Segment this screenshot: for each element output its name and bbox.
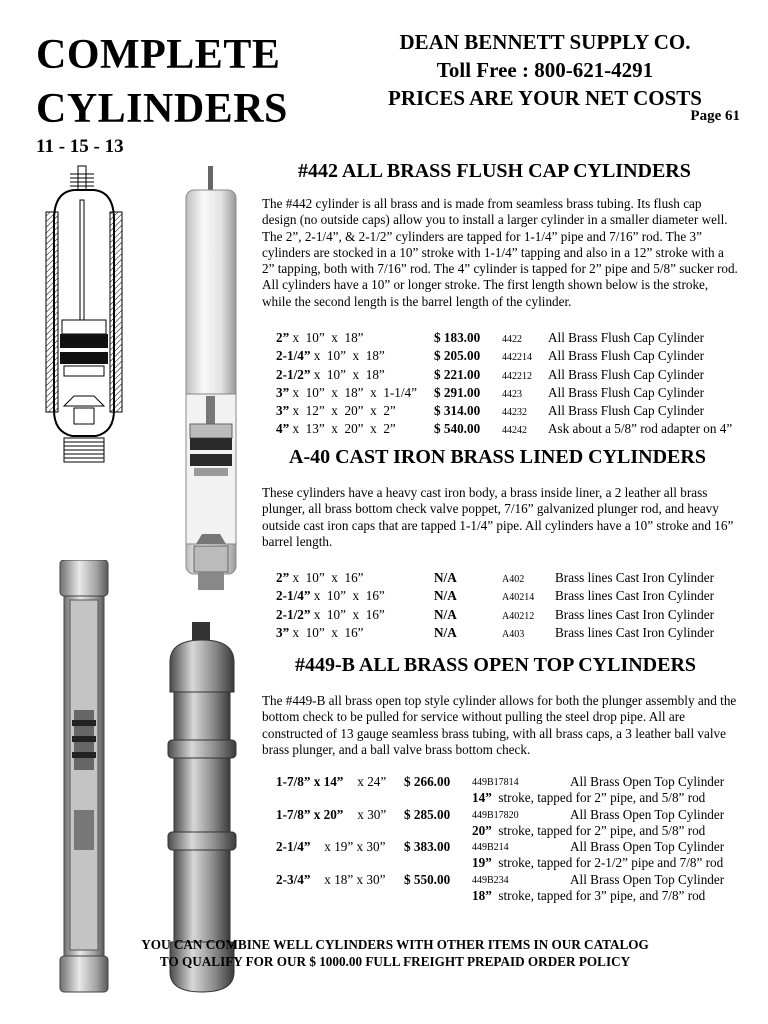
item-dimensions: x 10” x 18” bbox=[289, 330, 364, 345]
item-size-cell bbox=[276, 385, 434, 403]
item-code: A403 bbox=[502, 628, 525, 640]
table-row bbox=[276, 330, 732, 348]
item-dimensions: x 10” x 16” bbox=[289, 570, 364, 585]
item-size: 2-1/4” bbox=[276, 588, 311, 604]
item-size-cell bbox=[276, 330, 434, 348]
item-stroke-note bbox=[472, 855, 723, 871]
item-code: A402 bbox=[502, 574, 525, 585]
section-title-449b: #449-B ALL BRASS OPEN TOP CYLINDERS bbox=[295, 654, 697, 676]
item-size-cell bbox=[276, 625, 434, 643]
item-code: 449B17820 bbox=[472, 809, 519, 821]
item-stroke: 19” bbox=[472, 855, 492, 871]
list-item bbox=[276, 807, 746, 840]
item-size-cell bbox=[276, 607, 434, 625]
item-stroke-note bbox=[472, 888, 705, 904]
table-row bbox=[276, 348, 732, 366]
item-description: All Brass Flush Cap Cylinder bbox=[548, 330, 705, 345]
table-row bbox=[276, 385, 732, 403]
section-title-442: #442 ALL BRASS FLUSH CAP CYLINDERS bbox=[298, 160, 691, 182]
item-dimensions: x 13” x 20” x 2” bbox=[289, 421, 396, 437]
item-stroke-note bbox=[472, 823, 705, 839]
item-description: All Brass Flush Cap Cylinder bbox=[548, 366, 705, 382]
toll-free-number: Toll Free : 800-621-4291 bbox=[436, 58, 654, 82]
item-note: stroke, tapped for 2” pipe, and 5/8” rod bbox=[491, 822, 706, 838]
open-top-cylinder-cutaway-icon bbox=[56, 560, 112, 1000]
item-size: 3” bbox=[276, 384, 290, 400]
item-size: 2-1/4” bbox=[276, 839, 311, 855]
company-header bbox=[370, 28, 720, 112]
item-dimensions: x 10” x 18” bbox=[310, 366, 385, 382]
item-size: 2” bbox=[276, 570, 290, 585]
item-dimensions: x 12” x 20” x 2” bbox=[289, 403, 396, 419]
flush-cap-cylinder-icon bbox=[176, 166, 246, 596]
price-table-442 bbox=[276, 330, 732, 440]
item-code: A40212 bbox=[502, 610, 535, 622]
item-note: stroke, tapped for 2-1/2” pipe and 7/8” rod bbox=[491, 855, 724, 871]
company-name: DEAN BENNETT SUPPLY CO. bbox=[399, 30, 691, 54]
item-description: Brass lines Cast Iron Cylinder bbox=[555, 570, 714, 585]
item-code: 449B214 bbox=[472, 842, 509, 854]
item-size: 2-1/2” bbox=[276, 366, 311, 382]
list-item bbox=[276, 839, 746, 872]
title-line-2: CYLINDERS bbox=[36, 86, 288, 132]
item-size: 2-1/4” bbox=[276, 348, 311, 364]
item-code: 449B234 bbox=[472, 874, 509, 886]
item-price: N/A bbox=[434, 624, 457, 640]
item-dimensions: x 10” x 16” bbox=[310, 606, 385, 622]
table-row bbox=[276, 607, 714, 625]
item-size-cell bbox=[276, 570, 434, 588]
item-size-cell bbox=[276, 348, 434, 366]
item-stroke: 20” bbox=[472, 822, 492, 838]
section-description-449b: The #449-B all brass open top style cylinder allows for both the plunger assembly and the bottom check to be pulled for service without pulling the steel drop pipe. All are constructed of 13 gauge seamless brass tubing, with all brass caps, a 3 leather ball valve brass plunger, and a ball valve brass bottom check. bbox=[262, 693, 737, 757]
item-size-cell bbox=[276, 588, 434, 606]
item-note: stroke, tapped for 2” pipe, and 5/8” rod bbox=[491, 790, 706, 806]
item-code: A40214 bbox=[502, 592, 535, 604]
table-row bbox=[276, 403, 732, 421]
item-code: 4423 bbox=[502, 388, 522, 400]
item-code: 44232 bbox=[502, 407, 527, 419]
table-row bbox=[276, 625, 714, 643]
item-size: 3” bbox=[276, 403, 290, 419]
table-row bbox=[276, 570, 714, 588]
item-code: 442214 bbox=[502, 352, 532, 364]
title-line-1: COMPLETE bbox=[36, 32, 281, 78]
price-table-a40 bbox=[276, 570, 714, 643]
footer-line-1: YOU CAN COMBINE WELL CYLINDERS WITH OTHER ITEMS IN OUR CATALOG bbox=[141, 937, 649, 952]
item-size: 3” bbox=[276, 624, 290, 640]
item-code: 44242 bbox=[502, 425, 527, 437]
footer-line-2: TO QUALIFY FOR OUR $ 1000.00 FULL FREIGHT PREPAID ORDER POLICY bbox=[159, 954, 631, 969]
item-size: 2” bbox=[276, 330, 290, 345]
item-description: Ask about a 5/8” rod adapter on 4” bbox=[548, 421, 733, 437]
item-price: N/A bbox=[434, 606, 457, 622]
item-dimensions: x 10” x 16” bbox=[289, 624, 364, 640]
item-price: $ 221.00 bbox=[434, 366, 481, 382]
item-size-cell bbox=[276, 421, 434, 439]
table-row bbox=[276, 367, 732, 385]
item-note: stroke, tapped for 3” pipe, and 7/8” rod bbox=[491, 888, 706, 904]
item-dimensions: x 10” x 18” bbox=[310, 348, 385, 364]
item-size-cell bbox=[276, 403, 434, 421]
section-description-a40: These cylinders have a heavy cast iron body, a brass inside liner, a 2 leather all brass plunger, all brass bottom check valve poppet, 7/16” galvanized plunger rod, and heavy outside cast iron caps that are tapped 1-1/4” pipe. All cylinders have a 10” stroke and 16” barrel length. bbox=[262, 485, 734, 549]
item-stroke: 14” bbox=[472, 790, 492, 806]
item-size: 2-1/2” bbox=[276, 606, 311, 622]
item-description: Brass lines Cast Iron Cylinder bbox=[555, 588, 714, 604]
item-code: 442212 bbox=[502, 370, 532, 382]
page-title bbox=[36, 28, 288, 136]
item-description: Brass lines Cast Iron Cylinder bbox=[555, 624, 714, 640]
item-description: All Brass Open Top Cylinder bbox=[570, 774, 725, 789]
item-stroke-note bbox=[472, 790, 705, 806]
item-description: All Brass Flush Cap Cylinder bbox=[548, 384, 705, 400]
item-code: 4422 bbox=[502, 334, 522, 345]
item-price: $ 383.00 bbox=[404, 839, 451, 855]
list-item bbox=[276, 872, 746, 905]
item-price: N/A bbox=[434, 570, 457, 585]
item-dimensions: x 30” bbox=[354, 806, 387, 822]
item-description: All Brass Open Top Cylinder bbox=[570, 806, 725, 822]
item-description: All Brass Open Top Cylinder bbox=[570, 839, 725, 855]
item-price: $ 285.00 bbox=[404, 806, 451, 822]
item-price: $ 540.00 bbox=[434, 421, 481, 437]
item-price: $ 266.00 bbox=[404, 774, 451, 789]
item-size: 1-7/8” x 14” bbox=[276, 774, 344, 789]
item-description: All Brass Flush Cap Cylinder bbox=[548, 348, 705, 364]
item-size-cell bbox=[276, 367, 434, 385]
item-price: N/A bbox=[434, 588, 457, 604]
item-price: $ 550.00 bbox=[404, 871, 451, 887]
item-price: $ 183.00 bbox=[434, 330, 481, 345]
item-dimensions: x 10” x 16” bbox=[310, 588, 385, 604]
item-price: $ 314.00 bbox=[434, 403, 481, 419]
item-code: 449B17814 bbox=[472, 777, 519, 788]
item-size: 4” bbox=[276, 421, 290, 437]
item-dimensions: x 24” bbox=[354, 774, 387, 789]
prices-note: PRICES ARE YOUR NET COSTS bbox=[388, 86, 702, 110]
list-item bbox=[276, 774, 746, 807]
item-description: All Brass Flush Cap Cylinder bbox=[548, 403, 705, 419]
footer-note bbox=[90, 936, 700, 970]
item-size: 2-3/4” bbox=[276, 871, 311, 887]
date-code: 11 - 15 - 13 bbox=[36, 136, 124, 157]
section-title-a40: A-40 CAST IRON BRASS LINED CYLINDERS bbox=[289, 446, 706, 468]
item-size: 1-7/8” x 20” bbox=[276, 806, 344, 822]
item-dimensions: x 18” x 30” bbox=[321, 871, 386, 887]
item-stroke: 18” bbox=[472, 888, 492, 904]
price-list-449b bbox=[276, 774, 746, 904]
item-description: Brass lines Cast Iron Cylinder bbox=[555, 606, 714, 622]
item-description: All Brass Open Top Cylinder bbox=[570, 871, 725, 887]
table-row bbox=[276, 421, 732, 439]
table-row bbox=[276, 588, 714, 606]
item-dimensions: x 10” x 18” x 1-1/4” bbox=[289, 384, 418, 400]
item-dimensions: x 19” x 30” bbox=[321, 839, 386, 855]
flush-cap-cylinder-cutaway-icon bbox=[34, 160, 134, 470]
section-description-442: The #442 cylinder is all brass and is made from seamless brass tubing. Its flush cap design (no outside caps) allow you to install a larger cylinder in a smaller diameter well. The 2”, 2-1/4”, & 2-1/2” cylinders are tapped for 1-1/4” pipe and 7/16” rod. The 3” cylinders are stocked in a 10” stroke with 1-1/4” tapping and also in a 12” stroke with a 2” tapping, both with 7/16” rod. The 4” cylinder is tapped for 2” pipe and 5/8” sucker rod. All cylinders have a 10” or longer stroke. The first length shown below is the stroke, while the second length is the barrel length of the cylinder. bbox=[262, 196, 738, 309]
page-number: Page 61 bbox=[690, 108, 740, 124]
item-price: $ 205.00 bbox=[434, 348, 481, 364]
item-price: $ 291.00 bbox=[434, 384, 481, 400]
